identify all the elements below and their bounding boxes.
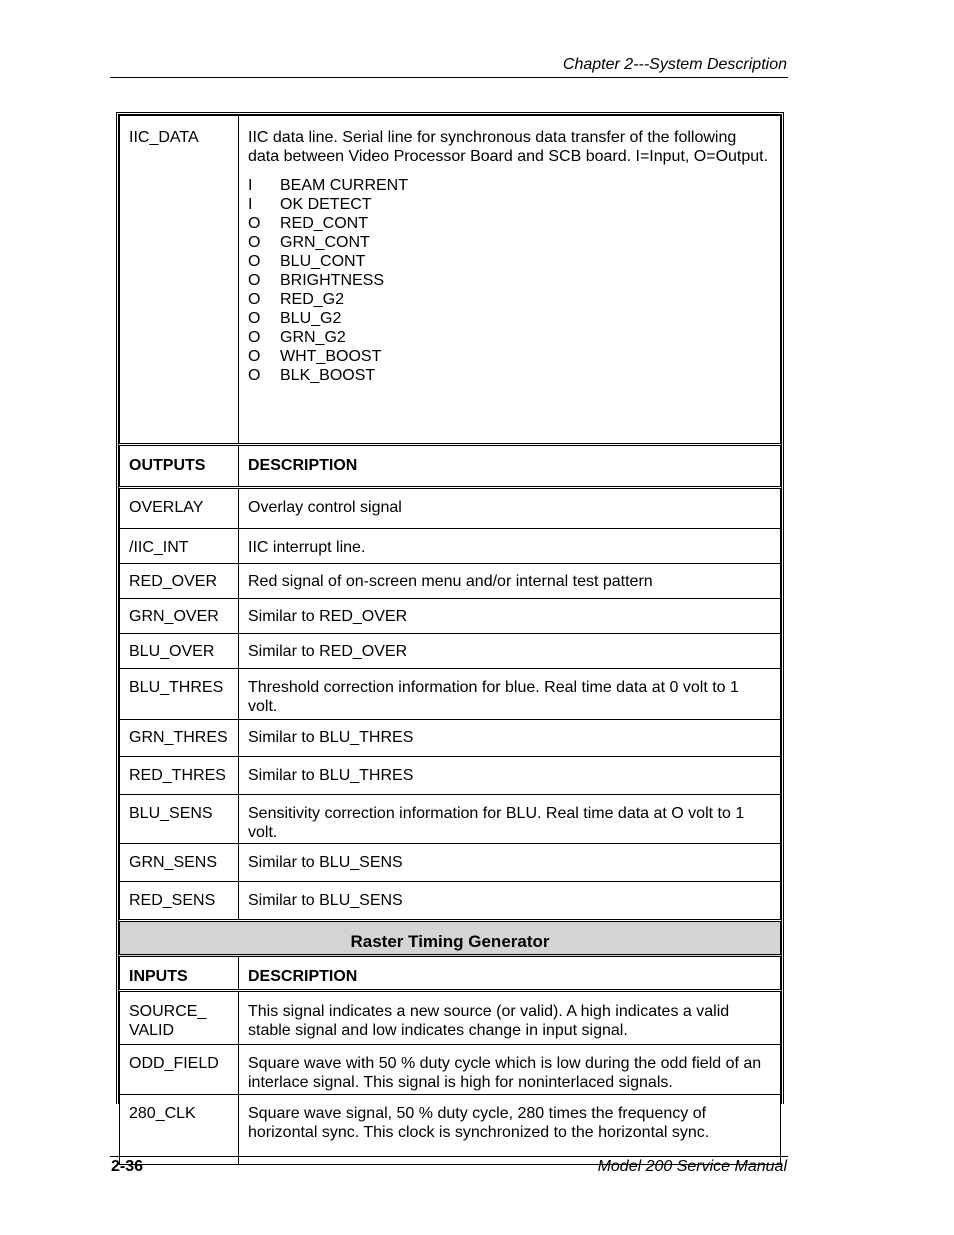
column-header: INPUTS <box>120 956 239 991</box>
signal-name: /IIC_INT <box>120 529 239 564</box>
signal-description: IIC data line. Serial line for synchronous data transfer of the following data between Video Processor Board and SCB board. I=Input, O=Output. <box>248 129 769 165</box>
io-signal-name: BEAM CURRENT <box>280 177 409 194</box>
signal-description: IIC interrupt line. <box>239 529 781 564</box>
signal-description: Similar to RED_OVER <box>239 599 781 634</box>
io-direction: I <box>248 177 253 194</box>
iic-signal-list <box>248 176 771 385</box>
io-direction: O <box>248 215 261 232</box>
io-signal-name: GRN_CONT <box>280 234 370 251</box>
signal-name: 280_CLK <box>120 1095 239 1165</box>
signal-table-frame <box>116 112 784 1141</box>
io-signal-name: RED_CONT <box>280 215 369 232</box>
inputs-header-row <box>120 956 781 991</box>
signal-name: SOURCE_ VALID <box>120 991 239 1045</box>
signal-name: GRN_SENS <box>120 844 239 882</box>
iic-signal-item <box>248 328 771 347</box>
page-number: 2-36 <box>111 1158 144 1175</box>
footer-rule <box>110 1156 788 1157</box>
io-direction: O <box>248 291 261 308</box>
iic-signal-item <box>248 347 771 366</box>
io-direction: O <box>248 367 261 384</box>
table-row <box>120 634 781 669</box>
signal-description: Overlay control signal <box>239 488 781 529</box>
table-row <box>120 488 781 529</box>
io-signal-name: BLU_G2 <box>280 310 342 327</box>
table-row <box>120 1095 781 1165</box>
io-signal-name: RED_G2 <box>280 291 345 308</box>
column-header: DESCRIPTION <box>239 956 781 991</box>
signal-description: Threshold correction information for blue. Real time data at 0 volt to 1 volt. <box>239 669 781 720</box>
io-direction: O <box>248 310 261 327</box>
io-signal-name: BLU_CONT <box>280 253 366 270</box>
table-row <box>120 529 781 564</box>
table-row <box>120 882 781 921</box>
signal-name: RED_SENS <box>120 882 239 921</box>
signal-name: ODD_FIELD <box>120 1045 239 1095</box>
iic-data-row <box>120 116 781 445</box>
section-title: Raster Timing Generator <box>120 921 781 956</box>
iic-signal-item <box>248 366 771 385</box>
signal-name: IIC_DATA <box>120 116 239 445</box>
iic-signal-item <box>248 176 771 195</box>
signal-name: RED_OVER <box>120 564 239 599</box>
signal-description: Red signal of on-screen menu and/or internal test pattern <box>239 564 781 599</box>
signal-description: Sensitivity correction information for BLU. Real time data at O volt to 1 volt. <box>239 795 781 844</box>
io-signal-name: BRIGHTNESS <box>280 272 385 289</box>
table-row <box>120 599 781 634</box>
io-signal-name: OK DETECT <box>280 196 372 213</box>
io-direction: O <box>248 329 261 346</box>
outputs-header-row <box>120 445 781 488</box>
io-direction: O <box>248 272 261 289</box>
signal-name: GRN_THRES <box>120 720 239 757</box>
iic-signal-item <box>248 214 771 233</box>
section-banner-row <box>120 921 781 956</box>
iic-signal-item <box>248 195 771 214</box>
io-signal-name: BLK_BOOST <box>280 367 376 384</box>
table-row <box>120 720 781 757</box>
io-direction: I <box>248 196 253 213</box>
signal-name: BLU_OVER <box>120 634 239 669</box>
signal-description: Similar to BLU_SENS <box>239 844 781 882</box>
signal-description-cell <box>239 116 781 445</box>
table-row <box>120 844 781 882</box>
column-header: DESCRIPTION <box>239 445 781 488</box>
table-row <box>120 669 781 720</box>
column-header: OUTPUTS <box>120 445 239 488</box>
iic-signal-item <box>248 309 771 328</box>
iic-signal-item <box>248 233 771 252</box>
signal-description: Square wave with 50 % duty cycle which is low during the odd field of an interlace signal. This signal is high for noninterlaced signals. <box>239 1045 781 1095</box>
iic-signal-item <box>248 271 771 290</box>
signal-description: Similar to BLU_THRES <box>239 757 781 795</box>
io-direction: O <box>248 348 261 365</box>
table-row <box>120 795 781 844</box>
signal-name: BLU_THRES <box>120 669 239 720</box>
signal-description: Square wave signal, 50 % duty cycle, 280 times the frequency of horizontal sync. This clock is synchronized to the horizontal sync. <box>239 1095 781 1165</box>
chapter-header: Chapter 2---System Description <box>562 56 787 73</box>
signal-name: RED_THRES <box>120 757 239 795</box>
io-signal-name: WHT_BOOST <box>280 348 382 365</box>
signal-description: This signal indicates a new source (or valid). A high indicates a valid stable signal and low indicates change in input signal. <box>239 991 781 1045</box>
signal-name: OVERLAY <box>120 488 239 529</box>
signal-table <box>119 115 781 1165</box>
signal-name: GRN_OVER <box>120 599 239 634</box>
signal-description: Similar to BLU_SENS <box>239 882 781 921</box>
iic-signal-item <box>248 252 771 271</box>
manual-title: Model 200 Service Manual <box>597 1158 787 1175</box>
table-row <box>120 991 781 1045</box>
table-row <box>120 564 781 599</box>
table-row <box>120 757 781 795</box>
signal-description: Similar to BLU_THRES <box>239 720 781 757</box>
signal-description: Similar to RED_OVER <box>239 634 781 669</box>
signal-name: BLU_SENS <box>120 795 239 844</box>
io-signal-name: GRN_G2 <box>280 329 346 346</box>
header-rule <box>110 77 788 78</box>
table-row <box>120 1045 781 1095</box>
iic-signal-item <box>248 290 771 309</box>
io-direction: O <box>248 253 261 270</box>
io-direction: O <box>248 234 261 251</box>
